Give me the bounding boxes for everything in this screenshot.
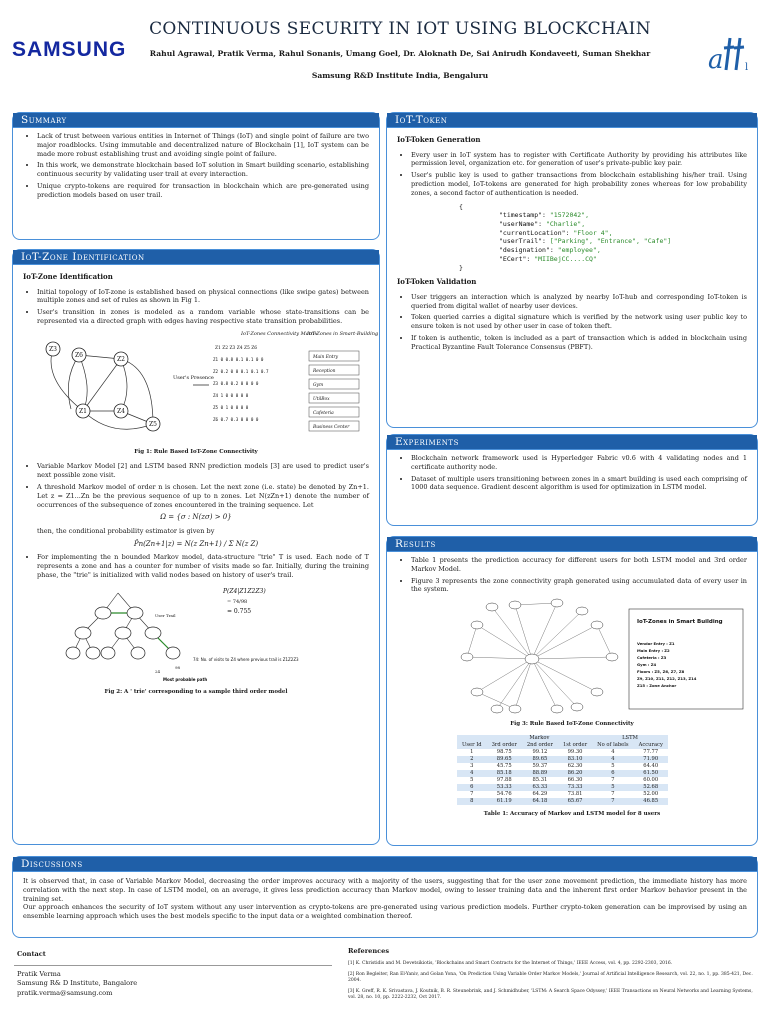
divider — [14, 965, 332, 966]
table-row: 4 85.18 88.89 86.20 6 61.50 — [457, 770, 668, 777]
equation-omega: Ω = {σ : N(zσ) > 0} — [160, 513, 232, 522]
figure-caption: Fig 2: A ' trie' corresponding to a sample third order model — [104, 688, 288, 695]
zone-list-3 — [23, 553, 369, 579]
references-heading: References — [348, 947, 390, 955]
trie-figure — [23, 583, 369, 687]
poster-title: CONTINUOUS SECURITY IN IOT USING BLOCKCHAIN — [149, 19, 651, 39]
list-item: • Dataset of multiple users transitioning between zones in a smart building is used each comprising of 1000 data sequence. Gradient descent algorithm is used for optimization in LSTM model. — [411, 475, 747, 493]
contact-org: Samsung R& D Institute, Bangalore — [17, 979, 138, 988]
legend-title: IoT-Zones in Smart Building — [637, 619, 723, 626]
institute: Samsung R&D Institute India, Bengaluru — [311, 71, 489, 80]
svg-text:a: a — [708, 45, 724, 75]
place-label: UtilBox — [313, 396, 330, 402]
list-item: • Unique crypto-tokens are required for transaction in blockchain which are pre-generated using prediction models based on user trail. — [37, 182, 369, 200]
probability-value: = 0.755 — [227, 607, 252, 615]
list-item: • Figure 3 represents the zone connectivity graph generated using accumulated data of every user in the system. — [411, 577, 747, 595]
graph-node: Z4 — [117, 407, 125, 415]
most-probable-label: Most probable path — [163, 676, 208, 682]
token-list-1 — [397, 151, 747, 198]
table-group-header: Markov — [487, 735, 593, 742]
list-item: • Table 1 presents the prediction accuracy for different users for both LSTM model and 3rd order Markov Model. — [411, 556, 747, 574]
discussion-paragraph: Our approach enhances the security of IoT system without any user intervention as crypto-tokens are pre-generated using various prediction models. Further crypto-token generation can be improvised by using an ensemble learning approach which uses the best models specific to the input data or a weighted combination thereof. — [23, 903, 747, 921]
list-item: • User triggers an interaction which is analyzed by nearby IoT-hub and corresponding IoT-token is queried from digital wallet of nearby user devices. — [411, 293, 747, 311]
place-label: Main Entry — [313, 354, 339, 360]
summary-list — [23, 132, 369, 200]
matrix-row: Z3 0.8 0.2 0 0 0 0 — [213, 380, 259, 386]
code-brace: } — [459, 263, 463, 272]
list-item: • Variable Markov Model [2] and LSTM based RNN prediction models [3] are used to predict user's next possible zone visit. — [37, 462, 369, 480]
discussion-paragraph: It is observed that, in case of Variable Markov Model, decreasing the order improves accuracy with a majority of the users, suggesting that for the user zone movement prediction, the immediate history has more correlation with the next step. In case of LSTM model, on an average, it gives less prediction accuracy than Markov model, owing to lesser training data and the inherent first order Markov behavior present in the training set. — [23, 877, 747, 903]
zone-subheading: IoT-Zone Identification — [23, 272, 113, 281]
references-block — [348, 947, 758, 1001]
contact-email[interactable]: pratik.verma@samsung.com — [17, 988, 113, 997]
list-item: • Initial topology of IoT-zone is established based on physical connections (like swipe gates) between multiple zones and set of rules as shown in Fig 1. — [37, 288, 369, 306]
reference-item: [3] K. Greff, R. K. Srivastava, J. Koutnik, B. R. Steunebrink, and J. Schmidhuber, 'LSTM: A Search Space Odyssey,' IEEE Transactions on Neural Networks and Learning Systems, vol. 28, no. 10, pp. 2222-2232, Oct 2017. — [348, 989, 753, 1001]
matrix-columns: Z1 Z2 Z3 Z4 Z5 Z6 — [215, 345, 258, 351]
contact-block — [17, 950, 137, 998]
place-label: Cafeteria — [313, 410, 334, 416]
table-group-header: LSTM — [592, 735, 668, 742]
experiments-heading: Experiments — [387, 435, 757, 450]
author-list: Rahul Agrawal, Pratik Verma, Rahul Sonanis, Umang Goel, Dr. Aloknath De, Sai Anirudh Kondaveeti, Suman Shekhar — [149, 49, 651, 58]
list-item: • In this work, we demonstrate blockchain based IoT solution in Smart building scenario, establishing continuous security by validating user trail at every interaction. — [37, 161, 369, 179]
list-item: • User's public key is used to gather transactions from blockchain establishing his/her trail. Using prediction model, IoT-tokens are generated for high probability zones whereas for low probability zones, a second factor of authentication is needed. — [411, 171, 747, 197]
token-subheading: IoT-Token Generation — [397, 135, 481, 144]
svg-text:l: l — [745, 62, 749, 73]
graph-node: Z3 — [49, 345, 57, 353]
legend-item: Z15 : Zone Anchor — [637, 683, 677, 689]
results-table — [457, 735, 668, 806]
table-row: 7 54.76 64.29 73.81 7 52.00 — [470, 791, 659, 798]
zone-graph-figure — [397, 597, 747, 719]
trie-count: 24 — [155, 668, 161, 674]
poster-header — [0, 0, 768, 100]
table-header: Accuracy — [634, 742, 668, 749]
token-json-sample: { "timestamp": "1572042", "userName": "Charlie", "currentLocation": "Floor 4", "userTrail": ["Parking", "Entrance", "Cafe"] "designation": "employee", "ECert": "MIIBejCC....CQ" } — [459, 203, 747, 273]
matrix-row: Z4 1 0 0 0 0 0 — [213, 392, 249, 398]
table-row: 5 97.88 85.31 66.30 7 60.00 — [470, 777, 659, 784]
graph-node: Z5 — [149, 420, 157, 428]
table-row: 2 89.65 89.65 83.10 4 71.90 — [457, 756, 668, 763]
table-header: 2nd order — [522, 742, 558, 749]
table-row: 1 98.75 99.12 99.30 4 77.77 — [470, 748, 659, 755]
legend-item: Z9, Z10, Z11, Z12, Z13, Z14 — [637, 676, 697, 682]
table-header: No of labels — [592, 742, 633, 749]
matrix-title: IoT-Zones Connectivity Matrix — [241, 330, 318, 337]
summary-heading: Summary — [13, 113, 379, 128]
token-heading: IoT-Token — [387, 113, 757, 128]
token-validation-subheading: IoT-Token Validation — [397, 277, 477, 287]
graph-node: Z1 — [79, 407, 87, 415]
matrix-row: Z2 0.2 0 0 0.1 0.1 0.7 — [213, 368, 269, 374]
matrix-row: Z5 0 1 0 0 0 0 — [213, 404, 249, 410]
table-row: 6 53.33 63.33 73.33 5 52.68 — [457, 784, 668, 791]
place-label: Business Center — [313, 424, 350, 430]
user-trail-label: User Trail — [155, 612, 176, 618]
legend-item: Cafeteria : Z3 — [637, 655, 667, 661]
reference-item: [2] Ron Begleiter, Ran El-Yaniv, and Golan Yona, 'On Prediction Using Variable Order Markov Models,' Journal of Artificial Intelligence Research, vol. 22, no. 1, pp. 385-421, Dec. 2004. — [348, 971, 753, 984]
user-presence-label: User's Presence — [173, 374, 214, 381]
place-label: Reception — [313, 368, 336, 374]
smart-building-title: IoT-Zones in Smart-Building — [307, 330, 379, 337]
discussions-panel — [12, 856, 758, 938]
att-logo-icon — [704, 30, 754, 80]
list-item: • Blockchain network framework used is Hyperledger Fabric v0.6 with 4 validating nodes and 1 certificate authority node. — [411, 454, 747, 472]
list-item: • Every user in IoT system has to register with Certificate Authority by providing his attributes like permission level, organization etc. for generation of user's private-public key pair. — [411, 151, 747, 169]
table-header: 1st order — [558, 742, 592, 749]
table-row: 3 45.75 59.37 62.30 5 64.40 — [470, 763, 659, 770]
equation-lead: then, the conditional probability estimator is given by — [37, 526, 215, 535]
matrix-row: Z6 0.7 0.3 0 0 0 0 — [213, 416, 259, 422]
token-list-2 — [397, 293, 747, 352]
place-label: Gym — [313, 382, 324, 388]
probability-label: P(Z4|Z1Z2Z3) — [223, 587, 266, 595]
list-item: • If token is authentic, token is included as a part of transaction which is added in blockchain using Practical Byzantine Fault Tolerance Consensus (PBFT). — [411, 334, 747, 352]
legend-item: Gym : Z4 — [637, 662, 657, 668]
zone-heading: IoT-Zone Identification — [13, 250, 379, 265]
experiments-list — [397, 454, 747, 492]
equation-estimator: P̂n(Zn+1|z) = N(z Zn+1) / Σ N(z Z) — [133, 539, 259, 548]
samsung-logo: SAMSUNG — [12, 38, 127, 61]
results-list — [397, 556, 747, 594]
figure-caption: Fig 3: Rule Based IoT-Zone Connectivity — [510, 721, 634, 728]
legend-item: Vendor Entry : Z1 — [637, 641, 675, 647]
trie-note: 74: No. of visits to Z4 where previous trail is Z1Z2Z3 — [193, 656, 299, 662]
legend-item: Main Entry : Z2 — [637, 648, 670, 654]
trie-count: 98 — [175, 664, 181, 670]
graph-node: Z2 — [117, 355, 125, 363]
figure-caption: Fig 1: Rule Based IoT-Zone Connectivity — [134, 448, 258, 455]
zone-connectivity-figure — [23, 329, 379, 447]
token-panel — [386, 112, 758, 428]
list-item: • Token queried carries a digital signature which is verified by the network using user public key to ensure token is not used by other user in case of token theft. — [411, 313, 747, 331]
zone-list-1 — [23, 288, 369, 326]
table-row: 8 61.19 64.18 65.67 7 46.85 — [457, 798, 668, 805]
zone-list-2 — [23, 462, 369, 509]
discussions-heading: Discussions — [13, 857, 757, 872]
table-caption: Table 1: Accuracy of Markov and LSTM model for 8 users — [483, 811, 661, 818]
list-item: • A threshold Markov model of order n is chosen. Let the next zone (i.e. state) be denoted by Zn+1. Let z = Z1...Zn be the previous sequence of up to n zones. Let N(zZn+1) denote the number of occurrences of the subsequence of zones encountered in the training sequence. Let — [37, 483, 369, 509]
contact-name: Pratik Verma — [17, 969, 61, 978]
legend-item: Floors : Z5, Z6, Z7, Z8 — [637, 669, 685, 675]
contact-heading: Contact — [17, 950, 46, 958]
matrix-row: Z1 0 0.8 0.1 0.1 0 0 — [213, 356, 264, 362]
table-header: 3rd order — [487, 742, 522, 749]
list-item: • For implementing the n bounded Markov model, data-structure "trie" T is used. Each node of T represents a zone and has a counter for number of visits made so far. Initially, during the training phase, the "trie" is initialized with valid nodes based on history of user's trail. — [37, 553, 369, 579]
list-item: • Lack of trust between various entities in Internet of Things (IoT) and single point of failure are two major roadblocks. Using immutable and decentralized nature of Blockchain [1], IoT system can be made more robust establishing trust and avoiding single point of failure. — [37, 132, 369, 158]
results-heading: Results — [387, 537, 757, 552]
graph-node: Z6 — [75, 351, 83, 359]
reference-item: [1] K. Christidis and M. Devetsikiotis, 'Blockchains and Smart Contracts for the Internet of Things,' IEEE Access, vol. 4, pp. 2292-2303, 2016. — [348, 960, 673, 966]
table-header: User Id — [457, 742, 487, 749]
experiments-panel — [386, 434, 758, 526]
probability-fraction: = 74/98 — [227, 598, 248, 605]
summary-panel — [12, 112, 380, 240]
list-item: • User's transition in zones is modeled as a random variable whose state-transitions can be represented via a directed graph with edges having respective state transition probabilities. — [37, 308, 369, 326]
code-brace: { — [459, 202, 463, 211]
results-panel — [386, 536, 758, 846]
zone-panel — [12, 249, 380, 845]
